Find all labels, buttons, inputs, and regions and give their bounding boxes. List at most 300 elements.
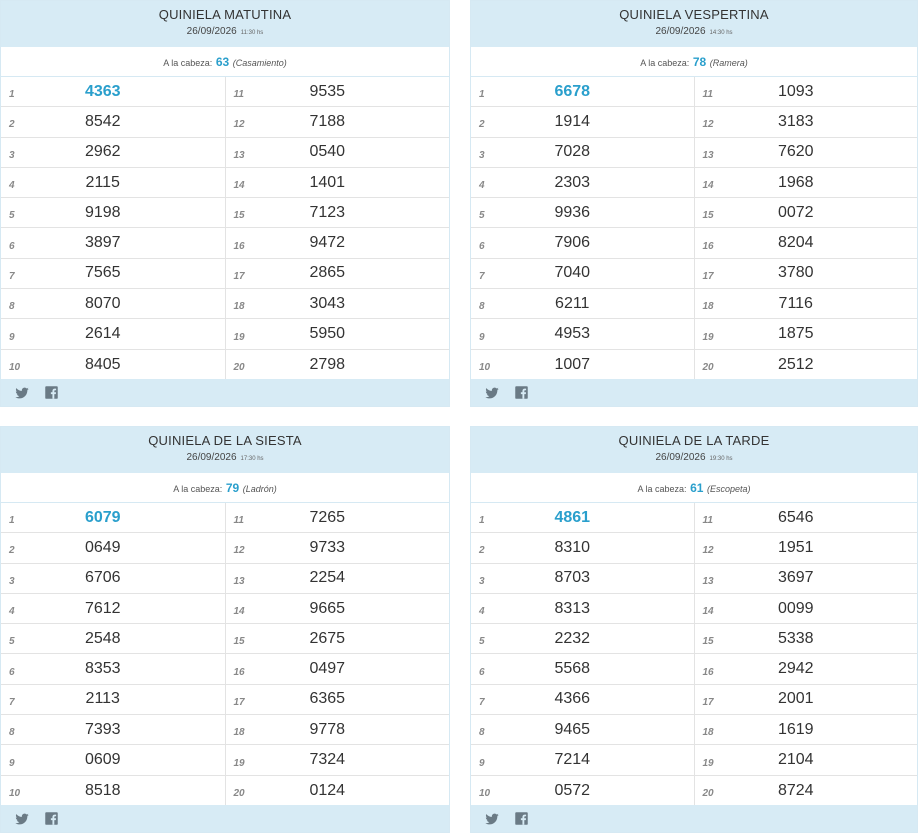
position-number: 11 [233, 515, 244, 527]
cabeza-line [471, 47, 917, 77]
result-cell [1, 319, 226, 348]
drawn-number: 0540 [309, 143, 346, 161]
drawn-number: 2512 [777, 355, 814, 373]
position-number: 19 [233, 757, 245, 769]
drawn-number: 2104 [777, 751, 814, 769]
draw-time: 11:30 hs [240, 30, 264, 36]
position-number: 9 [479, 331, 485, 343]
position-number: 18 [233, 727, 245, 739]
result-cell [695, 533, 918, 562]
table-row [1, 138, 449, 168]
position-number: 6 [9, 666, 15, 678]
result-cell [1, 107, 226, 136]
table-row [471, 350, 917, 380]
first-prize-number: 6678 [554, 82, 591, 100]
result-cell [1, 168, 226, 197]
card-header [1, 1, 449, 47]
result-cell [226, 715, 450, 744]
table-row [471, 654, 917, 684]
result-cell [471, 228, 695, 257]
result-cell [471, 776, 695, 806]
date-text: 26/09/2026 [186, 26, 237, 37]
position-number: 12 [233, 119, 245, 131]
result-cell [695, 564, 918, 593]
drawn-number: 0099 [777, 599, 814, 617]
quiniela-card [470, 0, 918, 407]
date-text: 26/09/2026 [655, 452, 706, 463]
position-number: 7 [479, 696, 485, 708]
table-row [1, 259, 449, 289]
table-row [471, 228, 917, 258]
drawn-number: 7906 [554, 234, 591, 252]
drawn-number: 7123 [309, 203, 346, 221]
facebook-icon[interactable] [44, 811, 60, 827]
drawn-number: 7265 [309, 508, 346, 526]
cabeza-meaning: (Casamiento) [232, 58, 287, 68]
results-table [471, 77, 917, 380]
result-cell [226, 533, 450, 562]
result-cell [471, 168, 695, 197]
result-cell [226, 289, 450, 318]
position-number: 5 [479, 210, 485, 222]
cabeza-meaning: (Ladrón) [242, 484, 277, 494]
drawn-number: 9936 [554, 203, 591, 221]
position-number: 6 [479, 240, 485, 252]
result-cell [226, 564, 450, 593]
result-cell [1, 533, 226, 562]
result-cell [695, 138, 918, 167]
position-number: 8 [9, 301, 15, 313]
result-cell [471, 198, 695, 227]
result-cell [471, 289, 695, 318]
position-number: 20 [233, 788, 245, 800]
position-number: 13 [702, 575, 714, 587]
drawn-number: 5568 [554, 660, 591, 678]
drawn-number: 8070 [84, 294, 121, 312]
result-cell [1, 350, 226, 380]
result-cell [695, 259, 918, 288]
card-footer [471, 379, 917, 406]
position-number: 3 [479, 575, 485, 587]
result-cell [226, 654, 450, 683]
drawn-number: 2303 [554, 173, 591, 191]
quiniela-card [0, 0, 450, 407]
result-cell [1, 228, 226, 257]
first-prize-number: 4861 [554, 508, 591, 526]
drawn-number: 6706 [84, 569, 121, 587]
result-cell [1, 77, 226, 106]
result-cell [471, 685, 695, 714]
position-number: 1 [9, 515, 15, 527]
card-footer [471, 805, 917, 832]
position-number: 20 [702, 788, 714, 800]
first-prize-number: 4363 [84, 82, 121, 100]
drawn-number: 6546 [777, 508, 814, 526]
table-row [471, 138, 917, 168]
position-number: 15 [702, 636, 714, 648]
drawn-number: 7028 [554, 143, 591, 161]
position-number: 14 [233, 606, 245, 618]
result-cell [695, 168, 918, 197]
position-number: 6 [9, 240, 15, 252]
drawn-number: 2113 [85, 690, 120, 708]
result-cell [226, 228, 450, 257]
drawn-number: 2548 [84, 629, 121, 647]
position-number: 17 [233, 270, 245, 282]
result-cell [1, 776, 226, 806]
cabeza-line [1, 473, 449, 503]
result-cell [1, 745, 226, 774]
result-cell [1, 259, 226, 288]
position-number: 14 [233, 180, 245, 192]
table-row [471, 77, 917, 107]
cabeza-line [1, 47, 449, 77]
result-cell [226, 138, 450, 167]
drawn-number: 8405 [84, 355, 121, 373]
result-cell [226, 503, 450, 532]
table-row [1, 715, 449, 745]
drawn-number: 3043 [309, 294, 346, 312]
table-row [1, 198, 449, 228]
draw-date [1, 26, 449, 37]
table-row [1, 350, 449, 380]
position-number: 15 [233, 636, 245, 648]
drawn-number: 9465 [554, 720, 591, 738]
position-number: 4 [9, 180, 15, 192]
cabeza-number: 63 [215, 55, 230, 69]
drawn-number: 2001 [777, 690, 814, 708]
quiniela-card [470, 426, 918, 833]
result-cell [1, 624, 226, 653]
drawn-number: 9665 [309, 599, 346, 617]
result-cell [226, 77, 450, 106]
position-number: 7 [9, 696, 15, 708]
result-cell [471, 624, 695, 653]
position-number: 9 [479, 757, 485, 769]
cabeza-number: 79 [225, 481, 240, 495]
table-row [471, 533, 917, 563]
cabeza-meaning: (Escopeta) [706, 484, 751, 494]
cabeza-meaning: (Ramera) [709, 58, 748, 68]
drawn-number: 4953 [554, 325, 591, 343]
drawn-number: 1007 [554, 355, 591, 373]
drawn-number: 1968 [777, 173, 814, 191]
drawn-number: 5950 [309, 325, 346, 343]
position-number: 19 [702, 757, 714, 769]
table-row [1, 503, 449, 533]
drawn-number: 9778 [309, 720, 346, 738]
result-cell [1, 198, 226, 227]
twitter-icon[interactable] [14, 385, 30, 401]
results-table [1, 77, 449, 380]
position-number: 9 [9, 757, 15, 769]
table-row [471, 564, 917, 594]
drawn-number: 0497 [309, 660, 346, 678]
position-number: 13 [233, 575, 245, 587]
table-row [471, 259, 917, 289]
result-cell [471, 715, 695, 744]
drawn-number: 1401 [309, 173, 346, 191]
cabeza-number: 61 [690, 481, 704, 495]
position-number: 8 [479, 727, 485, 739]
result-cell [695, 624, 918, 653]
position-number: 10 [9, 788, 21, 800]
position-number: 11 [233, 89, 244, 101]
table-row [1, 564, 449, 594]
drawn-number: 3183 [777, 112, 814, 130]
table-row [471, 107, 917, 137]
table-row [471, 319, 917, 349]
drawn-number: 6211 [555, 294, 590, 312]
table-row [471, 289, 917, 319]
first-prize-number: 6079 [84, 508, 121, 526]
drawn-number: 8313 [554, 599, 591, 617]
result-cell [471, 77, 695, 106]
table-row [471, 685, 917, 715]
result-cell [1, 564, 226, 593]
drawn-number: 1914 [554, 112, 591, 130]
drawn-number: 7565 [84, 264, 121, 282]
position-number: 16 [702, 240, 714, 252]
table-row [1, 107, 449, 137]
table-row [471, 198, 917, 228]
table-row [1, 685, 449, 715]
result-cell [226, 259, 450, 288]
table-row [1, 168, 449, 198]
drawn-number: 8703 [554, 569, 591, 587]
result-cell [695, 594, 918, 623]
result-cell [471, 745, 695, 774]
result-cell [226, 319, 450, 348]
drawn-number: 8542 [84, 112, 121, 130]
result-cell [226, 107, 450, 136]
result-cell [695, 685, 918, 714]
position-number: 6 [479, 666, 485, 678]
result-cell [471, 594, 695, 623]
position-number: 2 [9, 545, 15, 557]
position-number: 4 [479, 180, 485, 192]
drawn-number: 1093 [777, 82, 814, 100]
result-cell [226, 198, 450, 227]
result-cell [695, 107, 918, 136]
result-cell [471, 107, 695, 136]
position-number: 16 [233, 666, 245, 678]
table-row [471, 624, 917, 654]
result-cell [1, 715, 226, 744]
result-cell [695, 745, 918, 774]
drawn-number: 2962 [84, 143, 121, 161]
position-number: 5 [9, 636, 15, 648]
card-title: QUINIELA MATUTINA [158, 7, 292, 22]
table-row [471, 503, 917, 533]
table-row [1, 228, 449, 258]
date-text: 26/09/2026 [186, 452, 237, 463]
date-text: 26/09/2026 [655, 26, 706, 37]
drawn-number: 0572 [554, 781, 591, 799]
twitter-icon[interactable] [484, 385, 500, 401]
results-table [1, 503, 449, 806]
cabeza-label: A la cabeza: [640, 58, 690, 68]
position-number: 1 [9, 89, 15, 101]
drawn-number: 2254 [309, 569, 346, 587]
position-number: 12 [233, 545, 245, 557]
result-cell [471, 319, 695, 348]
position-number: 13 [702, 149, 714, 161]
result-cell [695, 289, 918, 318]
twitter-icon[interactable] [14, 811, 30, 827]
result-cell [1, 289, 226, 318]
draw-date [471, 452, 917, 463]
table-row [1, 654, 449, 684]
position-number: 18 [233, 301, 245, 313]
result-cell [471, 503, 695, 532]
position-number: 20 [233, 362, 245, 374]
result-cell [695, 350, 918, 380]
position-number: 5 [9, 210, 15, 222]
result-cell [471, 533, 695, 562]
result-cell [226, 776, 450, 806]
card-header [1, 427, 449, 473]
draw-date [1, 452, 449, 463]
card-footer [1, 379, 449, 406]
drawn-number: 7188 [309, 112, 346, 130]
table-row [1, 745, 449, 775]
result-cell [695, 715, 918, 744]
result-cell [1, 594, 226, 623]
result-cell [695, 503, 918, 532]
drawn-number: 7620 [777, 143, 814, 161]
position-number: 11 [702, 515, 713, 527]
drawn-number: 7214 [554, 751, 591, 769]
position-number: 3 [479, 149, 485, 161]
result-cell [1, 503, 226, 532]
position-number: 18 [702, 727, 714, 739]
position-number: 8 [479, 301, 485, 313]
facebook-icon[interactable] [514, 385, 530, 401]
drawn-number: 4366 [554, 690, 591, 708]
result-cell [226, 685, 450, 714]
drawn-number: 9472 [309, 234, 346, 252]
table-row [1, 624, 449, 654]
position-number: 2 [479, 119, 485, 131]
position-number: 2 [479, 545, 485, 557]
position-number: 11 [702, 89, 713, 101]
position-number: 7 [479, 270, 485, 282]
draw-time: 19:30 hs [709, 456, 733, 462]
cabeza-label: A la cabeza: [173, 484, 223, 494]
result-cell [695, 198, 918, 227]
table-row [471, 776, 917, 806]
position-number: 14 [702, 606, 714, 618]
result-cell [471, 564, 695, 593]
facebook-icon[interactable] [514, 811, 530, 827]
position-number: 16 [702, 666, 714, 678]
result-cell [226, 594, 450, 623]
drawn-number: 8310 [554, 538, 591, 556]
result-cell [226, 350, 450, 380]
table-row [1, 319, 449, 349]
result-cell [695, 228, 918, 257]
table-row [471, 594, 917, 624]
drawn-number: 8518 [84, 781, 121, 799]
position-number: 17 [233, 696, 245, 708]
cabeza-label: A la cabeza: [637, 484, 687, 494]
table-row [1, 77, 449, 107]
facebook-icon[interactable] [44, 385, 60, 401]
drawn-number: 0124 [309, 781, 346, 799]
table-row [1, 533, 449, 563]
drawn-number: 7040 [554, 264, 591, 282]
card-header [471, 1, 917, 47]
position-number: 10 [9, 362, 21, 374]
table-row [471, 715, 917, 745]
position-number: 3 [9, 149, 15, 161]
drawn-number: 2232 [554, 629, 591, 647]
position-number: 2 [9, 119, 15, 131]
draw-time: 14:30 hs [709, 30, 733, 36]
drawn-number: 3897 [84, 234, 121, 252]
position-number: 5 [479, 636, 485, 648]
drawn-number: 8724 [777, 781, 814, 799]
card-header [471, 427, 917, 473]
result-cell [695, 77, 918, 106]
result-cell [695, 654, 918, 683]
position-number: 15 [702, 210, 714, 222]
card-footer [1, 805, 449, 832]
drawn-number: 7324 [309, 751, 346, 769]
result-cell [226, 624, 450, 653]
table-row [1, 289, 449, 319]
drawn-number: 0072 [777, 203, 814, 221]
drawn-number: 9198 [84, 203, 121, 221]
drawn-number: 2115 [85, 173, 120, 191]
position-number: 10 [479, 788, 491, 800]
position-number: 3 [9, 575, 15, 587]
card-title: QUINIELA VESPERTINA [619, 7, 769, 22]
drawn-number: 9535 [309, 82, 346, 100]
position-number: 17 [702, 696, 714, 708]
position-number: 7 [9, 270, 15, 282]
position-number: 4 [9, 606, 15, 618]
position-number: 1 [479, 89, 485, 101]
result-cell [471, 259, 695, 288]
position-number: 19 [233, 331, 245, 343]
result-cell [1, 138, 226, 167]
drawn-number: 2942 [777, 660, 814, 678]
drawn-number: 2798 [309, 355, 346, 373]
position-number: 14 [702, 180, 714, 192]
drawn-number: 1875 [777, 325, 814, 343]
drawn-number: 3780 [777, 264, 814, 282]
drawn-number: 2865 [309, 264, 346, 282]
position-number: 8 [9, 727, 15, 739]
position-number: 12 [702, 545, 714, 557]
cabeza-line [471, 473, 917, 503]
position-number: 20 [702, 362, 714, 374]
twitter-icon[interactable] [484, 811, 500, 827]
position-number: 4 [479, 606, 485, 618]
position-number: 9 [9, 331, 15, 343]
quiniela-card [0, 426, 450, 833]
result-cell [471, 138, 695, 167]
position-number: 13 [233, 149, 245, 161]
drawn-number: 1619 [777, 720, 814, 738]
card-title: QUINIELA DE LA TARDE [618, 433, 770, 448]
drawn-number: 2675 [309, 629, 346, 647]
table-row [1, 594, 449, 624]
draw-time: 17:30 hs [240, 456, 264, 462]
cabeza-number: 78 [692, 55, 707, 69]
